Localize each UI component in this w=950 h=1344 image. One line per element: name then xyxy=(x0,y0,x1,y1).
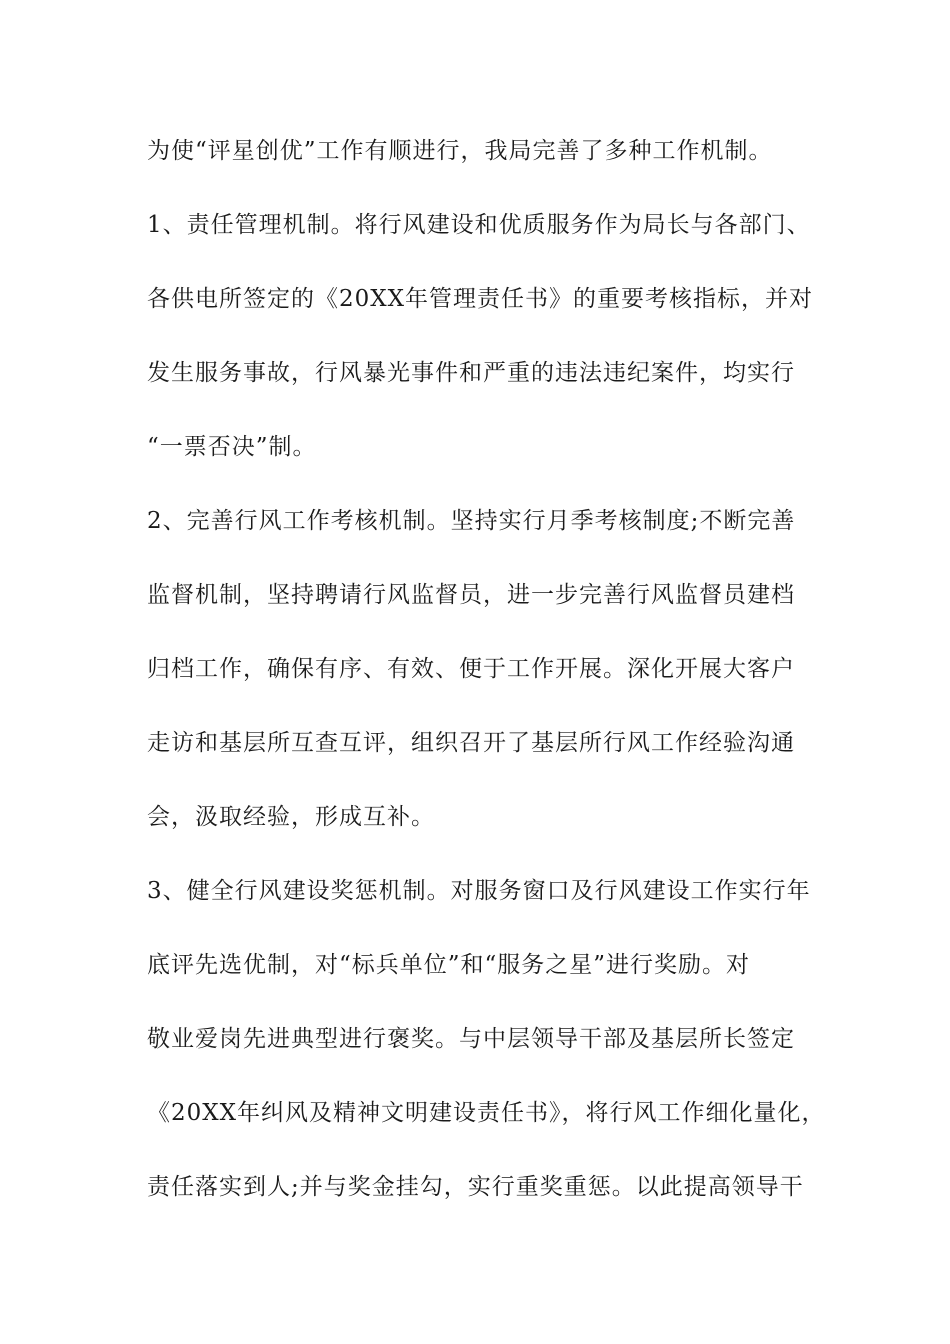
text-line-9: 走访和基层所互查互评，组织召开了基层所行风工作经验沟通 xyxy=(147,730,795,756)
text-line-6: 2、完善行风工作考核机制。坚持实行月季考核制度;不断完善 xyxy=(147,508,796,534)
text-line-14: 《20XX年纠风及精神文明建设责任书》，将行风工作细化量化， xyxy=(147,1100,826,1126)
text-line-3: 各供电所签定的《20XX年管理责任书》的重要考核指标，并对 xyxy=(147,286,814,312)
text-line-15: 责任落实到人;并与奖金挂勾，实行重奖重惩。以此提高领导干 xyxy=(147,1174,804,1200)
text-line-13: 敬业爱岗先进典型进行褒奖。与中层领导干部及基层所长签定 xyxy=(147,1026,795,1052)
text-line-11: 3、健全行风建设奖惩机制。对服务窗口及行风建设工作实行年 xyxy=(147,878,811,904)
text-line-7: 监督机制，坚持聘请行风监督员，进一步完善行风监督员建档 xyxy=(147,582,795,608)
document-body xyxy=(147,128,827,1238)
text-line-5: “一票否决”制。 xyxy=(147,434,317,460)
text-line-1: 为使“评星创优”工作有顺进行，我局完善了多种工作机制。 xyxy=(147,138,773,164)
text-line-12: 底评先选优制，对“标兵单位”和“服务之星”进行奖励。对 xyxy=(147,952,751,978)
text-line-8: 归档工作，确保有序、有效、便于工作开展。深化开展大客户 xyxy=(147,656,795,682)
text-line-2: 1、责任管理机制。将行风建设和优质服务作为局长与各部门、 xyxy=(147,212,811,238)
text-line-4: 发生服务事故，行风暴光事件和严重的违法违纪案件，均实行 xyxy=(147,360,795,386)
text-line-10: 会，汲取经验，形成互补。 xyxy=(147,804,435,830)
